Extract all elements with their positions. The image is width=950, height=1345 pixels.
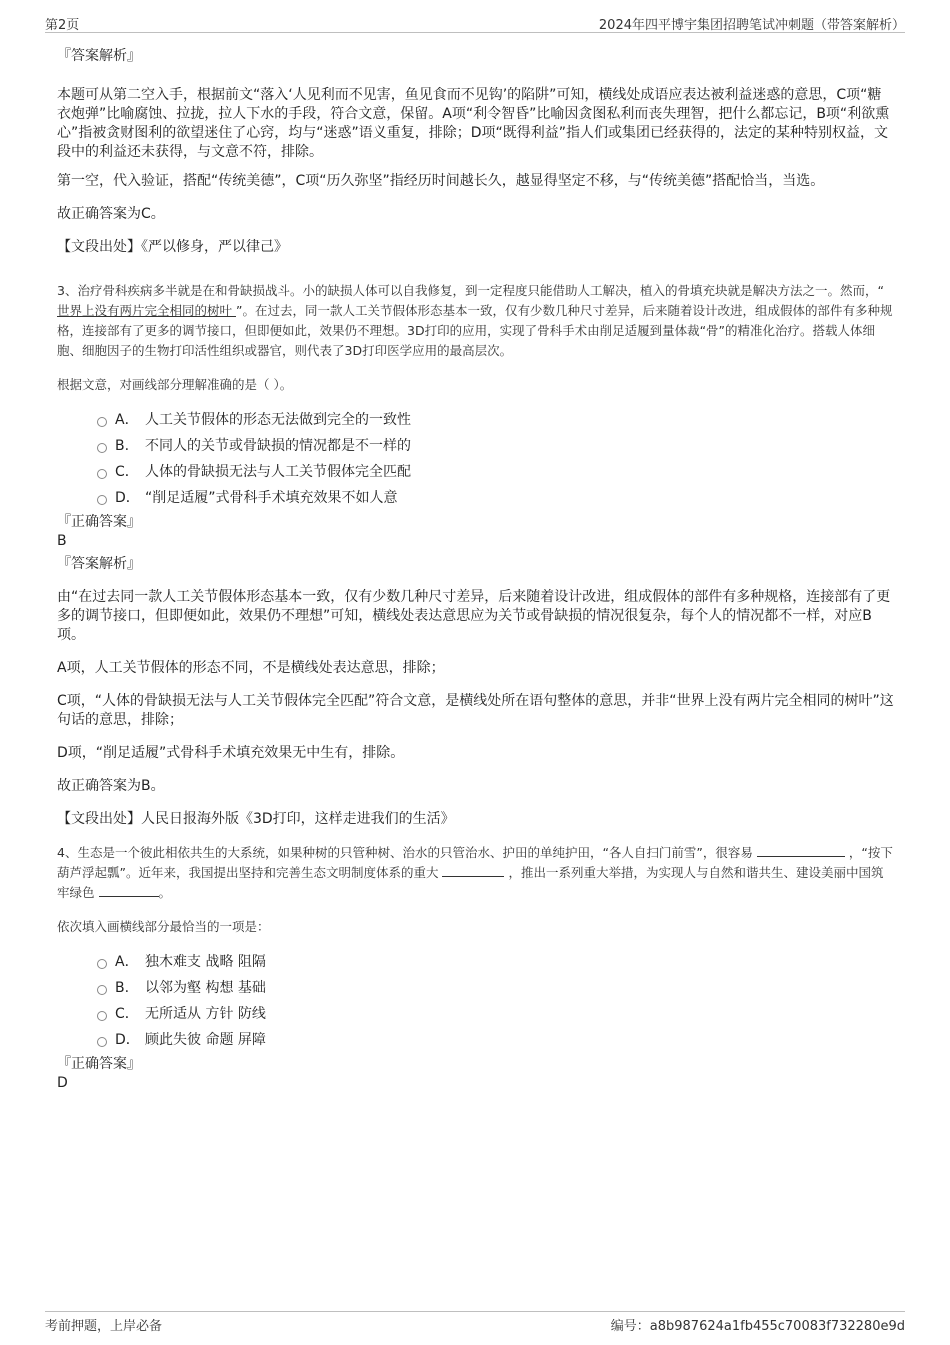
q4-option-c[interactable]: C． 无所适从 方针 防线 [57, 1001, 895, 1027]
q2-analysis-paragraph-1: 本题可从第二空入手，根据前文“落入‘人见利而不见害，鱼见食而不见钩’的陷阱”可知，横线处成语应表达被利益迷惑的意思，C项“糖衣炮弹”比喻腐蚀、拉拢，拉人下水的手段，符合文意，保留。A项“利令智昏”比喻因贪图私利而丧失理智，把什么都忘记，B项“利欲熏心”指被贪财图利的欲望迷住了心窍，均与“迷惑”语义重复，排除；D项“既得利益”指人们或集团已经获得的，法定的某种特别权益，文段中的利益还未获得，与文意不符，排除。 [57, 87, 890, 160]
q3-analysis-paragraph-1: 由“在过去同一款人工关节假体形态基本一致，仅有少数几种尺寸差异，后来随着设计改进，组成假体的部件有多种规格，连接部有了更多的调节接口，但即便如此，效果仍不理想”可知，横线处表达意思应为关节或骨缺损的情况很复杂，每个人的情况都不一样，对应B项。 [57, 589, 891, 643]
radio-button[interactable] [97, 469, 107, 479]
q3-stem: 3、治疗骨科疾病多半就是在和骨缺损战斗。小的缺损人体可以自我修复，到一定程度只能借助人工解决，植入的骨填充块就是解决方法之一。然而，“ 世界上没有两片完全相同的树叶 ”。在过去，同一款人工关节假体形态基本一致，仅有少数几种尺寸差异，后来随着设计改进，组成假体的部件有多种规格，连接部有了更多的调节接口，但即便如此，效果仍不理想。3D打印的应用，实现了骨科手术由削足适履到量体裁“骨”的精准化治疗。搭载人体细胞、细胞因子的生物打印活性组织或器官，则代表了3D打印医学应用的最高层次。 [57, 283, 893, 358]
page-footer [45, 1311, 905, 1334]
q2-analysis-label: 『答案解析』 [57, 48, 141, 64]
radio-button[interactable] [97, 1037, 107, 1047]
radio-button[interactable] [97, 1011, 107, 1021]
footer-slogan: 考前押题，上岸必备 [45, 1319, 163, 1334]
blank-3 [99, 884, 159, 897]
document-code: 编号：a8b987624a1fb455c70083f732280e9d [610, 1319, 905, 1334]
q3-correct-label: 『正确答案』 [57, 514, 141, 530]
blank-2 [442, 864, 504, 877]
radio-button[interactable] [97, 959, 107, 969]
q3-option-d[interactable]: D． “削足适履”式骨科手术填充效果不如人意 [57, 485, 895, 511]
q4-option-d[interactable]: D． 顾此失彼 命题 屏障 [57, 1027, 895, 1053]
q3-analysis-label: 『答案解析』 [57, 556, 141, 572]
q3-source: 【文段出处】人民日报海外版《3D打印，这样走进我们的生活》 [57, 811, 455, 827]
page-header [45, 12, 905, 33]
q2-analysis-paragraph-2: 第一空，代入验证，搭配“传统美德”，C项“历久弥坚”指经历时间越长久，越显得坚定不移，与“传统美德”搭配恰当，当选。 [57, 173, 825, 189]
q3-analysis-paragraph-2: A项，人工关节假体的形态不同，不是横线处表达意思，排除； [57, 660, 445, 676]
q3-analysis-paragraph-3: C项，“人体的骨缺损无法与人工关节假体完全匹配”符合文意，是横线处所在语句整体的意思，并非“世界上没有两片完全相同的树叶”这句话的意思，排除； [57, 693, 894, 728]
q2-answer-line: 故正确答案为C。 [57, 206, 165, 222]
q3-option-b[interactable]: B. 不同人的关节或骨缺损的情况都是不一样的 [57, 433, 895, 459]
page-number: 第2页 [45, 18, 80, 33]
radio-button[interactable] [97, 495, 107, 505]
q4-stem: 4、生态是一个彼此相依共生的大系统，如果种树的只管种树、治水的只管治水、护田的单纯护田，“各人自扫门前雪”，很容易 ，“按下葫芦浮起瓢”。近年来，我国提出坚持和完善生态文明制度体系的重大 ，推出一系列重大举措，为实现人与自然和谐共生、建设美丽中国筑牢绿色 。 [57, 845, 893, 900]
q4-option-b[interactable]: B. 以邻为壑 构想 基础 [57, 975, 895, 1001]
radio-button[interactable] [97, 985, 107, 995]
q4-options [57, 949, 895, 1053]
q3-option-c[interactable]: C． 人体的骨缺损无法与人工关节假体完全匹配 [57, 459, 895, 485]
radio-button[interactable] [97, 443, 107, 453]
radio-button[interactable] [97, 417, 107, 427]
q4-question: 依次填入画横线部分最恰当的一项是： [57, 919, 270, 934]
q4-option-a[interactable]: A． 独木难支 战略 阻隔 [57, 949, 895, 975]
page-content [57, 42, 895, 1093]
q3-options [57, 407, 895, 511]
q3-answer-line: 故正确答案为B。 [57, 778, 165, 794]
q3-correct-answer: B [57, 533, 67, 549]
q3-question: 根据文意，对画线部分理解准确的是（ ）。 [57, 377, 293, 392]
q4-correct-label: 『正确答案』 [57, 1056, 141, 1072]
q3-analysis-paragraph-4: D项，“削足适履”式骨科手术填充效果无中生有，排除。 [57, 745, 405, 761]
document-title: 2024年四平博宇集团招聘笔试冲刺题（带答案解析） [598, 18, 905, 33]
q2-source: 【文段出处】《严以修身，严以律己》 [57, 239, 288, 255]
q4-correct-answer: D [57, 1075, 68, 1091]
blank-1 [757, 844, 845, 857]
q3-underlined-phrase: 世界上没有两片完全相同的树叶 [57, 303, 236, 318]
q3-option-a[interactable]: A． 人工关节假体的形态无法做到完全的一致性 [57, 407, 895, 433]
